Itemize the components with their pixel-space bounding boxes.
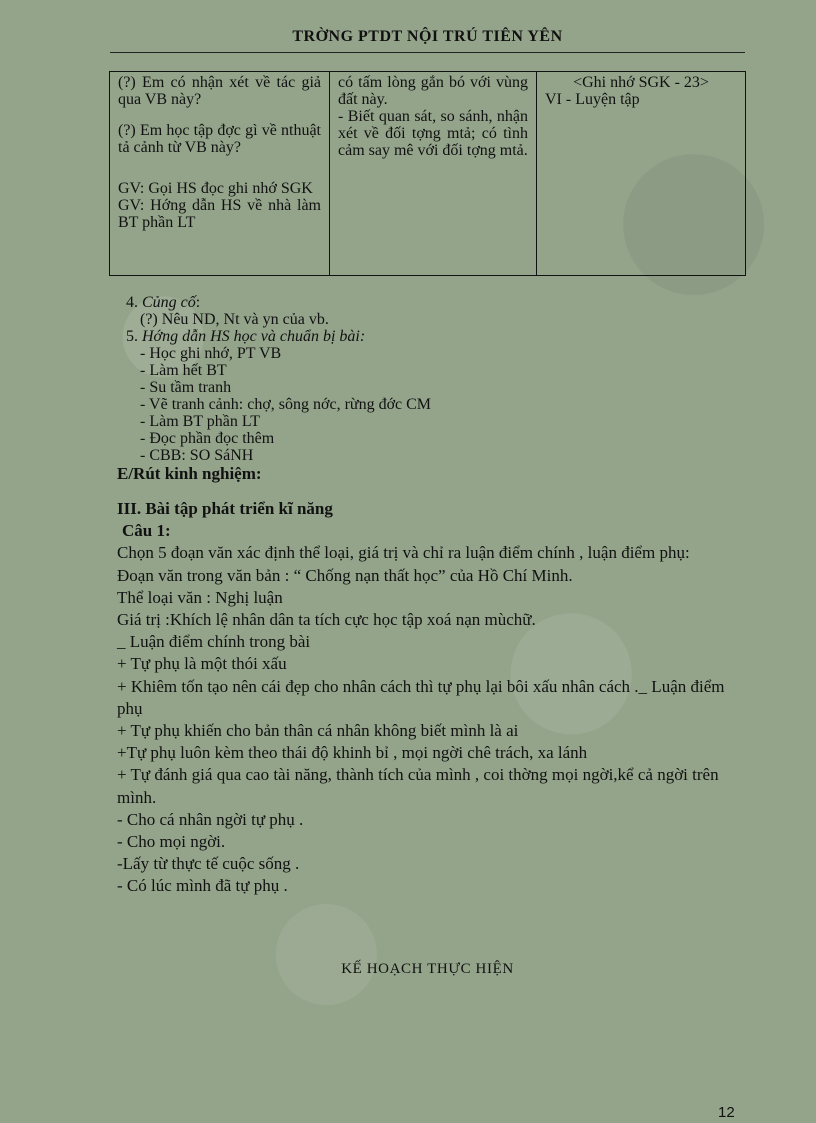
exercise-line: - Có lúc mình đã tự phụ .	[117, 876, 288, 896]
guide-item: - CBB: SO SáNH	[140, 447, 254, 464]
exercise-line: + Tự đánh giá qua cao tài năng, thành tích của mình , coi thờng mọi ngời,kể cả ngời trên mình.	[117, 765, 719, 807]
exercise-line: - Cho cá nhân ngời tự phụ .	[117, 809, 304, 829]
plan-title: KẾ HOẠCH THỰC HIỆN	[341, 961, 514, 977]
content-cell	[537, 72, 746, 276]
guide-label: Hớng dẫn HS học và chuẩn bị bài:	[142, 328, 366, 345]
consolidation-section	[126, 294, 329, 328]
consolidation-number: 4.	[126, 294, 138, 311]
exercise-line: + Tự phụ là một thói xấu	[117, 654, 287, 674]
exercise-line: Giá trị :Khích lệ nhân dân ta tích cực học tập xoá nạn mùchữ.	[117, 610, 536, 630]
exercise-line: + Khiêm tốn tạo nên cái đẹp cho nhân cách thì tự phụ lại bôi xấu nhân cách ._ Luận điểm phụ	[117, 676, 725, 718]
gv-instruction-2: GV: Hớng dẫn HS về nhà làm BT phần LT	[118, 197, 321, 231]
practice-heading: VI - Luyện tập	[545, 91, 640, 108]
exercise-line: Thể loại văn : Nghị luận	[117, 587, 283, 607]
guide-item: - Học ghi nhớ, PT VB	[140, 345, 282, 362]
guide-item: - Làm BT phần LT	[140, 413, 260, 430]
exercise-line: Chọn 5 đoạn văn xác định thể loại, giá trị và chỉ ra luận điểm chính , luận điểm phụ:	[117, 543, 690, 563]
exercise-line: + Tự phụ khiến cho bản thân cá nhân không biết mình là ai	[117, 721, 519, 741]
consolidation-colon: :	[195, 294, 201, 311]
guide-list	[126, 345, 431, 464]
guide-item: - Su tầm tranh	[140, 379, 232, 396]
experience-heading: E/Rút kinh nghiệm:	[117, 464, 262, 483]
exercise-line: -Lấy từ thực tế cuộc sống .	[117, 854, 300, 874]
exercise-line: - Cho mọi ngời.	[117, 832, 226, 852]
page-number: 12	[718, 1104, 735, 1121]
teacher-activity-cell	[110, 72, 330, 276]
answer-1: có tấm lòng gắn bó với vùng đất này.	[338, 74, 528, 108]
consolidation-label: Củng cố	[142, 294, 196, 311]
student-activity-cell	[330, 72, 537, 276]
exercise-line: Đoạn văn trong văn bản : “ Chống nạn thất học” của Hồ Chí Minh.	[117, 565, 573, 585]
note-sgk: <Ghi nhớ SGK - 23>	[573, 74, 709, 91]
lesson-table	[109, 71, 746, 276]
question-author: (?) Em có nhận xét về tác giả qua VB này?	[118, 74, 321, 108]
guide-item: - Đọc phần đọc thêm	[140, 430, 275, 447]
gv-instruction-1: GV: Gọi HS đọc ghi nhớ SGK	[118, 180, 313, 197]
homework-guide-section	[126, 328, 431, 464]
exercise-line: +Tự phụ luôn kèm theo thái độ khinh bỉ , mọi ngời chê trách, xa lánh	[117, 743, 588, 763]
guide-item: - Vẽ tranh cảnh: chợ, sông nớc, rừng đớc CM	[140, 396, 432, 413]
question-art: (?) Em học tập đợc gì về nthuật tả cảnh từ VB này?	[118, 122, 321, 156]
consolidation-question: (?) Nêu ND, Nt và yn của vb.	[140, 311, 329, 328]
guide-number: 5.	[126, 328, 138, 345]
question-label: Câu 1:	[122, 521, 171, 541]
exercise-title: III. Bài tập phát triển kĩ năng	[117, 499, 333, 518]
exercise-line: _ Luận điểm chính trong bài	[117, 632, 311, 652]
answer-2: - Biết quan sát, so sánh, nhận xét về đối tợng mtả; có tình cảm say mê với đối tợng mtả.	[338, 108, 528, 159]
exercise-section	[117, 498, 737, 898]
page-header: TRỜNG PTDT NỘI TRÚ TIÊN YÊN	[292, 28, 563, 45]
header-divider	[110, 52, 745, 53]
guide-item: - Làm hết BT	[140, 362, 227, 379]
